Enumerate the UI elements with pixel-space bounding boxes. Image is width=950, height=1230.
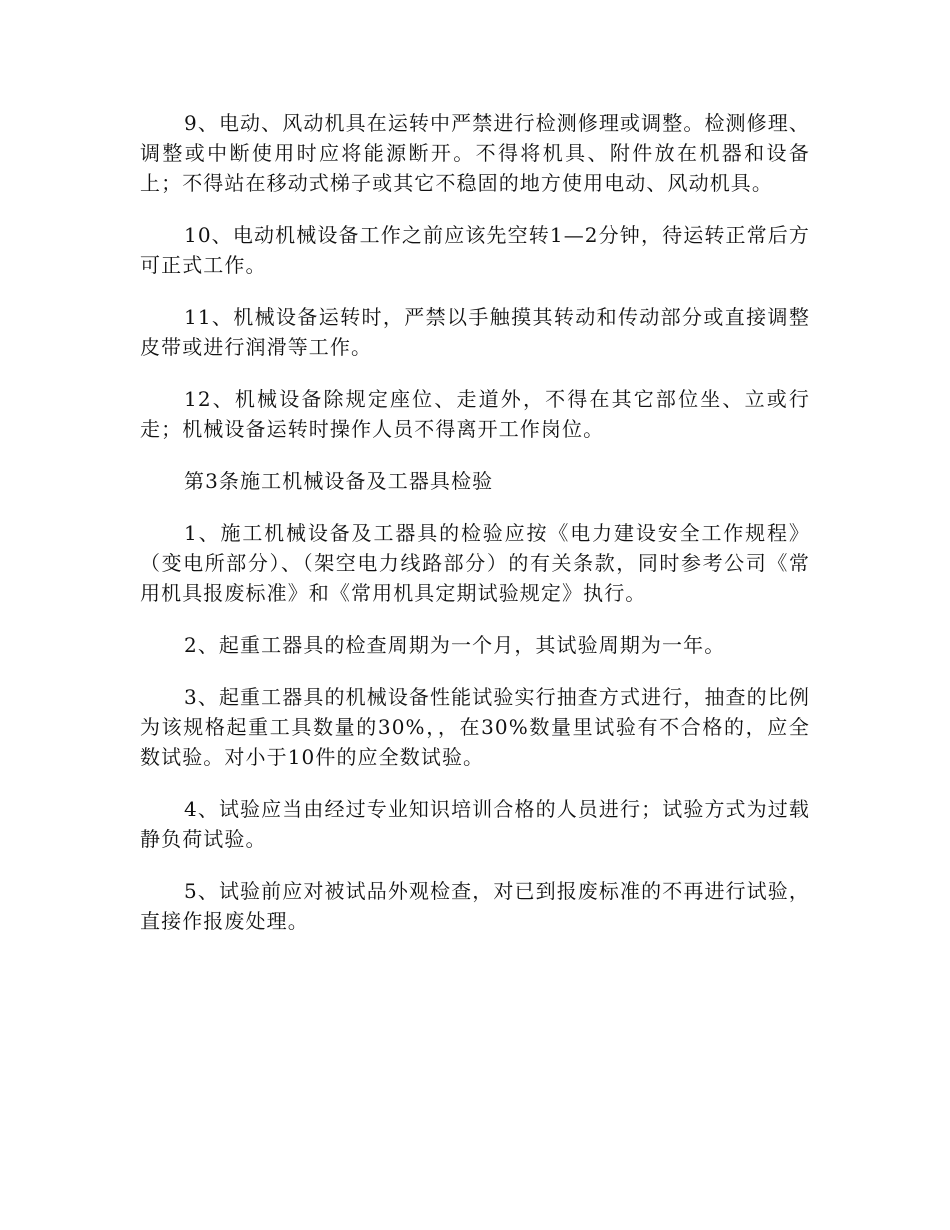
paragraph-item-3: 3、起重工器具的机械设备性能试验实行抽查方式进行，抽查的比例为该规格起重工具数量的30%，，在30%数量里试验有不合格的，应全数试验。对小于10件的应全数试验。 (140, 685, 810, 769)
paragraph-item-2: 2、起重工器具的检查周期为一个月，其试验周期为一年。 (184, 633, 726, 657)
paragraph-item-1: 1、施工机械设备及工器具的检验应按《电力建设安全工作规程》（变电所部分）、（架空电力线路部分）的有关条款，同时参考公司《常用机具报废标准》和《常用机具定期试验规定》执行。 (140, 521, 810, 605)
paragraph-item-11: 11、机械设备运转时，严禁以手触摸其转动和传动部分或直接调整皮带或进行润滑等工作。 (140, 305, 810, 359)
paragraph-item-4: 4、试验应当由经过专业知识培训合格的人员进行；试验方式为过载静负荷试验。 (140, 797, 810, 851)
document-body (140, 108, 810, 958)
paragraph-item-9: 9、电动、风动机具在运转中严禁进行检测修理或调整。检测修理、调整或中断使用时应将能源断开。不得将机具、附件放在机器和设备上；不得站在移动式梯子或其它不稳固的地方使用电动、风动机具。 (140, 111, 810, 195)
paragraph-item-10: 10、电动机械设备工作之前应该先空转1—2分钟，待运转正常后方可正式工作。 (140, 223, 810, 277)
paragraph-item-12: 12、机械设备除规定座位、走道外，不得在其它部位坐、立或行走；机械设备运转时操作人员不得离开工作岗位。 (140, 387, 810, 441)
section-heading: 第3条施工机械设备及工器具检验 (184, 469, 494, 493)
paragraph-item-5: 5、试验前应对被试品外观检查，对已到报废标准的不再进行试验，直接作报废处理。 (140, 879, 810, 933)
